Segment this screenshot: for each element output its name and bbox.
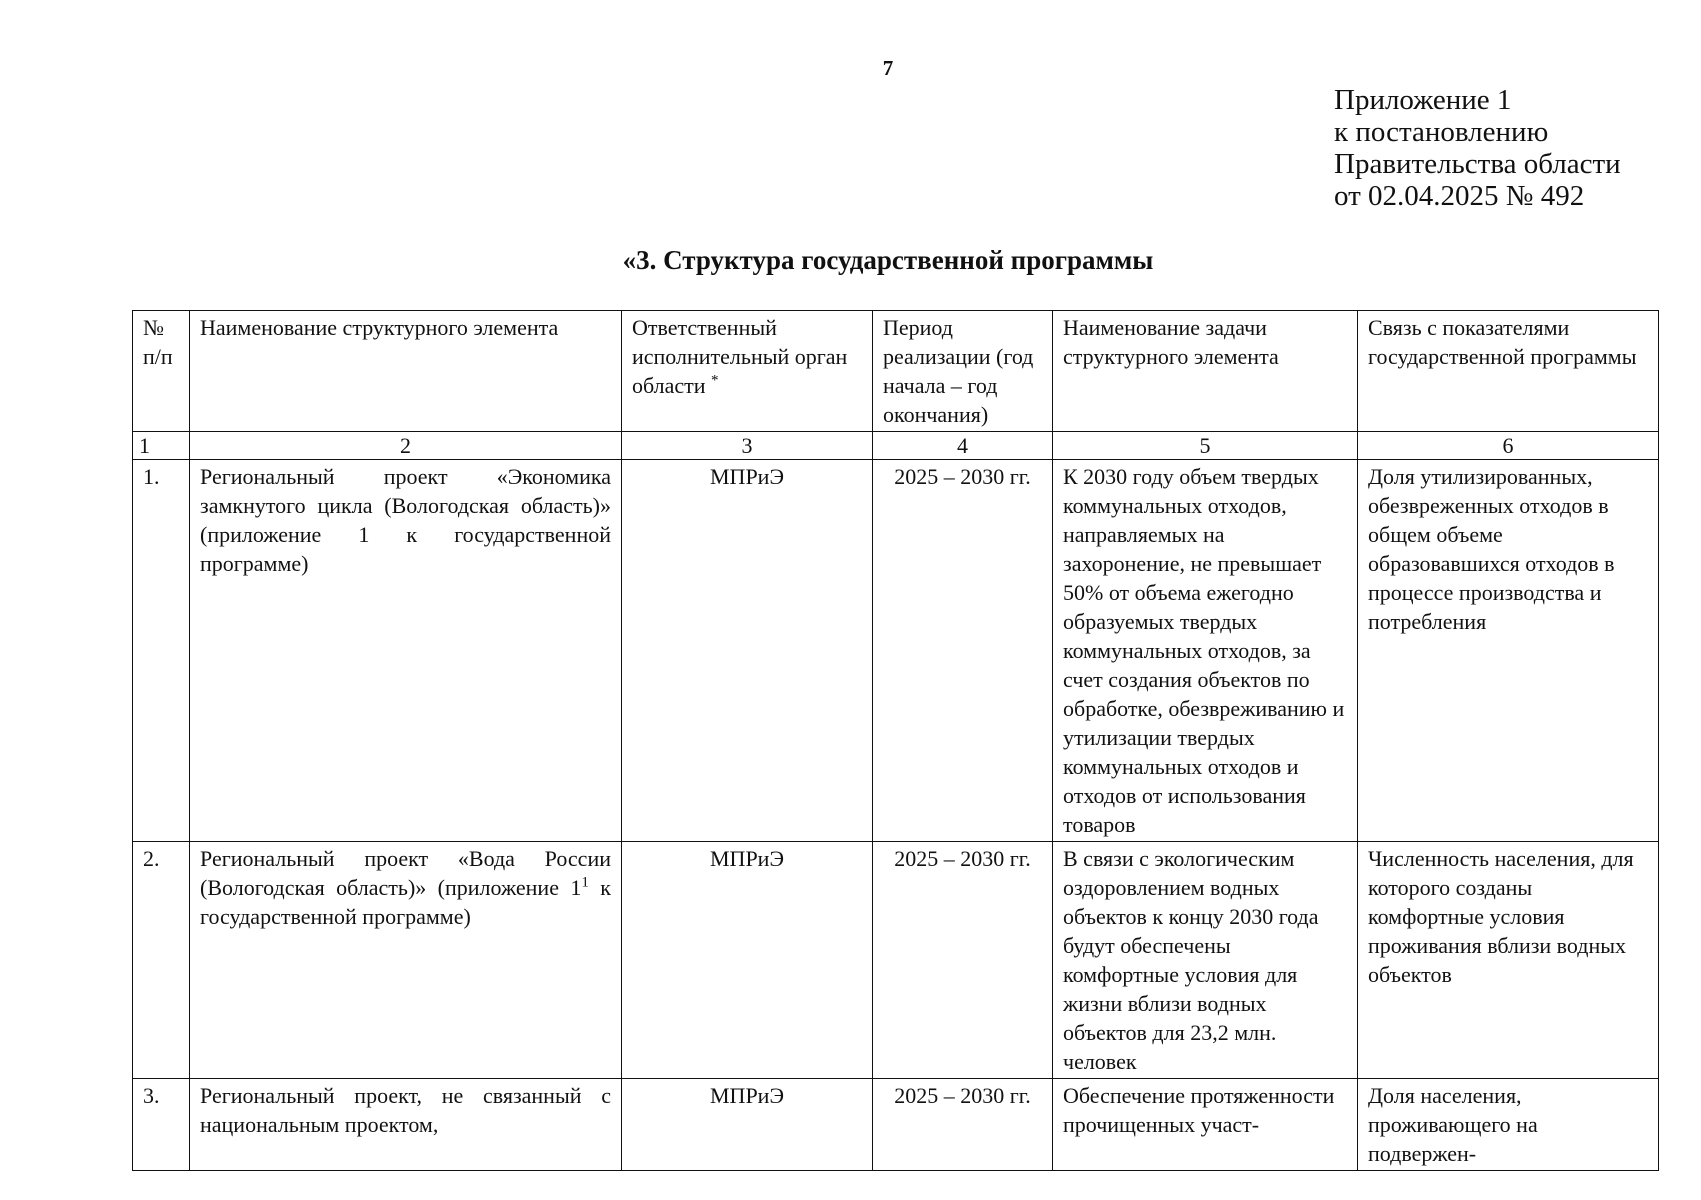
page-number: 7 — [882, 56, 894, 80]
column-number: 6 — [1358, 432, 1659, 460]
task: В связи с экологическим оздоровлением водных объектов к концу 2030 года будут обеспечены комфортные условия для жизни вблизи водных объектов для 23,2 млн. человек — [1053, 842, 1358, 1079]
period: 2025 – 2030 гг. — [873, 1079, 1053, 1171]
footnote-mark: * — [711, 372, 719, 389]
superscript: 1 — [581, 874, 589, 891]
table-row — [133, 842, 1659, 1079]
element-name — [190, 842, 622, 1079]
element-name: Региональный проект «Экономика замкнутого цикла (Вологодская область)» (приложение 1 к государственной программе) — [190, 460, 622, 842]
header-number: № п/п — [133, 311, 190, 432]
column-number: 4 — [873, 432, 1053, 460]
document-title: «3. Структура государственной программы — [622, 245, 1154, 275]
indicator-link: Численность населения, для которого созданы комфортные условия проживания вблизи водных объектов — [1358, 842, 1659, 1079]
column-number: 2 — [190, 432, 622, 460]
element-name-text: Региональный проект «Вода России (Вологодская область)» (приложение 1 — [200, 846, 611, 900]
table-row — [133, 460, 1659, 842]
table-row — [133, 1079, 1659, 1171]
indicator-link: Доля утилизированных, обезвреженных отходов в общем объеме образовавшихся отходов в процессе производства и потребления — [1358, 460, 1659, 842]
header-element-name: Наименование структурного элемента — [190, 311, 622, 432]
appendix-line-2: к постановлению — [1334, 116, 1549, 148]
row-number: 1. — [133, 460, 190, 842]
column-number: 3 — [622, 432, 873, 460]
row-number: 3. — [133, 1079, 190, 1171]
responsible-body: МПРиЭ — [622, 460, 873, 842]
column-number-row — [133, 432, 1659, 460]
row-number: 2. — [133, 842, 190, 1079]
responsible-body: МПРиЭ — [622, 842, 873, 1079]
appendix-line-1: Приложение 1 — [1334, 84, 1512, 116]
header-indicator-link: Связь с показателями государственной программы — [1358, 311, 1659, 432]
responsible-body: МПРиЭ — [622, 1079, 873, 1171]
program-structure-table — [132, 310, 1659, 1171]
header-task: Наименование задачи структурного элемента — [1053, 311, 1358, 432]
header-period: Период реализации (год начала – год окончания) — [873, 311, 1053, 432]
indicator-link: Доля населения, проживающего на подвержен- — [1358, 1079, 1659, 1171]
header-responsible — [622, 311, 873, 432]
element-name: Региональный проект, не связанный с национальным проектом, — [190, 1079, 622, 1171]
period: 2025 – 2030 гг. — [873, 460, 1053, 842]
column-number: 5 — [1053, 432, 1358, 460]
table-header-row — [133, 311, 1659, 432]
header-responsible-text: Ответственный исполнительный орган области — [632, 315, 848, 398]
appendix-line-3: Правительства области — [1334, 148, 1621, 180]
appendix-line-4: от 02.04.2025 № 492 — [1334, 180, 1585, 212]
period: 2025 – 2030 гг. — [873, 842, 1053, 1079]
element-name-text-end: к государственной программе) — [200, 875, 611, 929]
task: Обеспечение протяженности прочищенных участ- — [1053, 1079, 1358, 1171]
column-number: 1 — [133, 432, 190, 460]
appendix-header — [1334, 84, 1621, 212]
task: К 2030 году объем твердых коммунальных отходов, направляемых на захоронение, не превышает 50% от объема ежегодно образуемых твердых коммунальных отходов, за счет создания объектов по обработке, обезвреживанию и утилизации твердых коммунальных отходов и отходов от использования товаров — [1053, 460, 1358, 842]
